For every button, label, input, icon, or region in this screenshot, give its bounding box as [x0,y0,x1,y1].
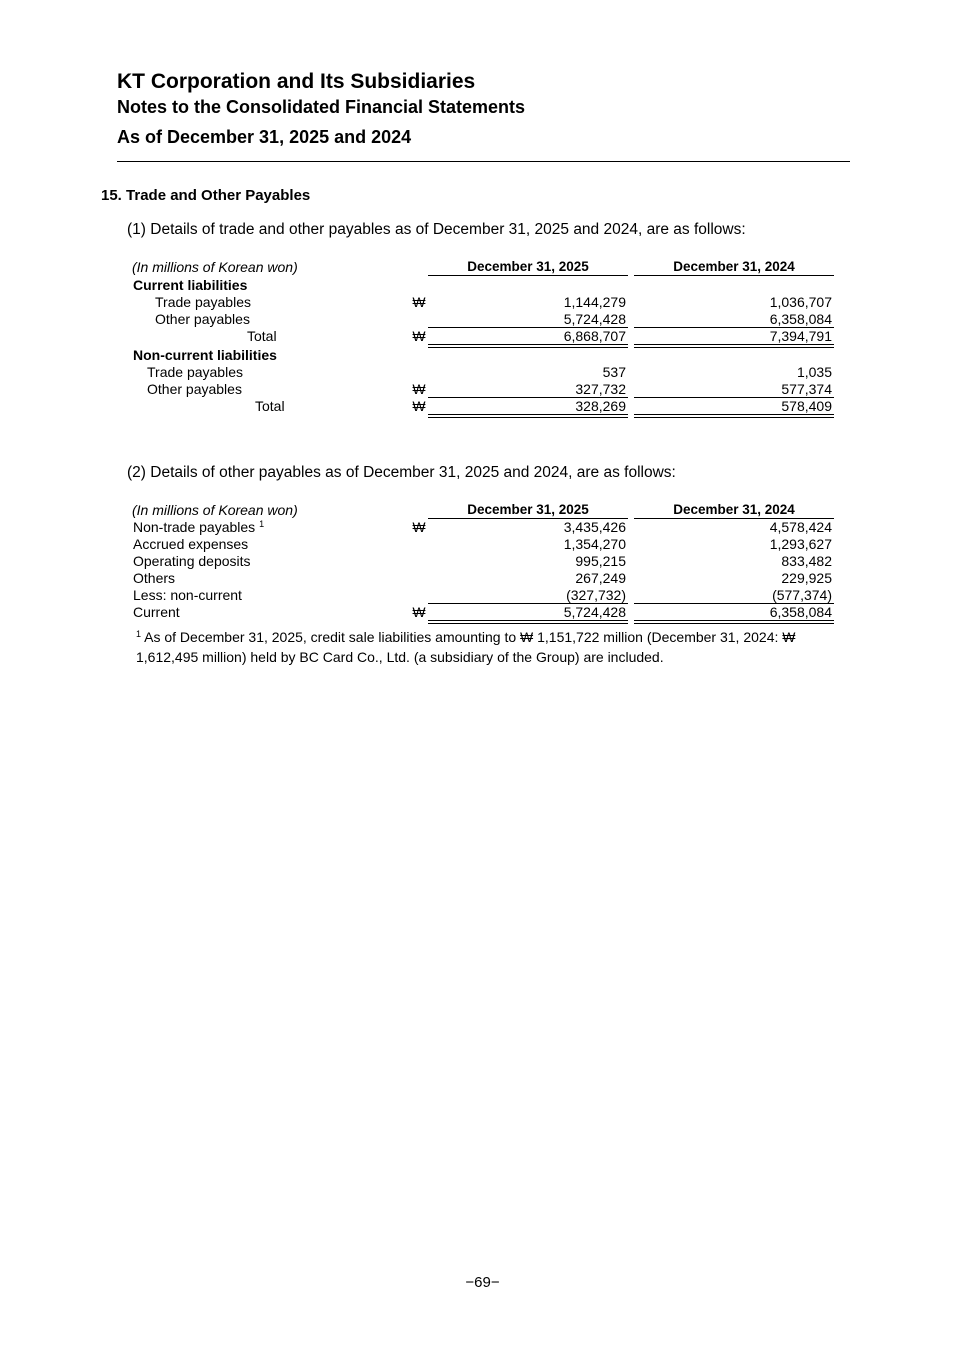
footnote-mark: 1 [136,629,142,639]
won-symbol: ₩ [412,398,426,414]
table-cell: 833,482 [781,553,832,569]
table1-col-rule [428,275,628,276]
footnote-line: 1,612,495 million) held by BC Card Co., Ltd. (a subsidiary of the Group) are included. [136,649,664,665]
table-cell: 578,409 [781,398,832,414]
table-row-label: Current [133,604,180,620]
table1-intro: (1) Details of trade and other payables as of December 31, 2025 and 2024, are as follows: [127,221,746,238]
table2-col-2024: December 31, 2024 [673,502,795,517]
table-cell: 1,035 [796,364,832,380]
footnote-line [136,624,836,647]
table-row-label: Others [133,570,176,586]
total-label: Total [247,328,277,344]
period-title: As of December 31, 2025 and 2024 [117,127,412,147]
footnote-ref: 1 [259,519,265,529]
table-row-label: Trade payables [155,294,251,310]
row-label-text: Non-trade payables [133,519,256,535]
table-cell: 1,293,627 [769,536,832,552]
table-cell: 328,269 [575,398,626,414]
table-row-label: Accrued expenses [133,536,249,552]
table-cell: 6,358,084 [769,311,832,327]
table-cell: 1,354,270 [563,536,626,552]
footnote-text: As of December 31, 2025, credit sale liabilities amounting to ₩ 1,151,722 million (December 31, 2024: ₩ [144,629,796,645]
table-row-label: Trade payables [147,364,243,380]
table2-col-2025: December 31, 2025 [467,502,589,517]
table1-col-2024: December 31, 2024 [673,259,795,274]
noncurrent-liabilities-header: Non-current liabilities [133,347,277,363]
table-cell: 537 [602,364,626,380]
section-title: 15. Trade and Other Payables [101,187,311,204]
won-symbol: ₩ [412,381,426,397]
company-title: KT Corporation and Its Subsidiaries [117,70,476,93]
table-cell: (327,732) [566,587,626,603]
won-symbol: ₩ [412,294,426,310]
total-label: Total [255,398,285,414]
page-number: −69− [465,1274,500,1291]
table-cell: 577,374 [781,381,832,397]
table-cell: (577,374) [772,587,832,603]
total-double-rule [634,414,834,418]
table-cell: 3,435,426 [563,519,626,535]
table-cell: 6,868,707 [563,328,626,344]
table2-unit: (In millions of Korean won) [132,502,298,518]
total-double-rule [428,414,628,418]
table-cell: 5,724,428 [563,311,626,327]
table1-unit: (In millions of Korean won) [132,259,298,275]
table-cell: 229,925 [781,570,832,586]
table-row-label: Other payables [155,311,250,327]
table-cell: 995,215 [575,553,626,569]
statement-subtitle: Notes to the Consolidated Financial Statements [117,97,526,117]
table-cell: 1,036,707 [769,294,832,310]
header-divider [117,161,850,162]
footnote [136,624,836,667]
table-cell: 6,358,084 [769,604,832,620]
won-symbol: ₩ [412,604,426,620]
table-row-label: Less: non-current [133,587,242,603]
table-cell: 267,249 [575,570,626,586]
table1-col-2025: December 31, 2025 [467,259,589,274]
table-row-label [133,519,264,535]
won-symbol: ₩ [412,519,426,535]
won-symbol: ₩ [412,328,426,344]
total-double-rule [634,344,834,348]
total-double-rule [428,344,628,348]
table-cell: 4,578,424 [769,519,832,535]
table2-intro: (2) Details of other payables as of December 31, 2025 and 2024, are as follows: [127,464,676,481]
current-liabilities-header: Current liabilities [133,277,248,293]
table-cell: 5,724,428 [563,604,626,620]
table1-col-rule [634,275,834,276]
table-row-label: Operating deposits [133,553,251,569]
table-cell: 327,732 [575,381,626,397]
table-row-label: Other payables [147,381,242,397]
table-cell: 1,144,279 [563,294,626,310]
table-cell: 7,394,791 [769,328,832,344]
